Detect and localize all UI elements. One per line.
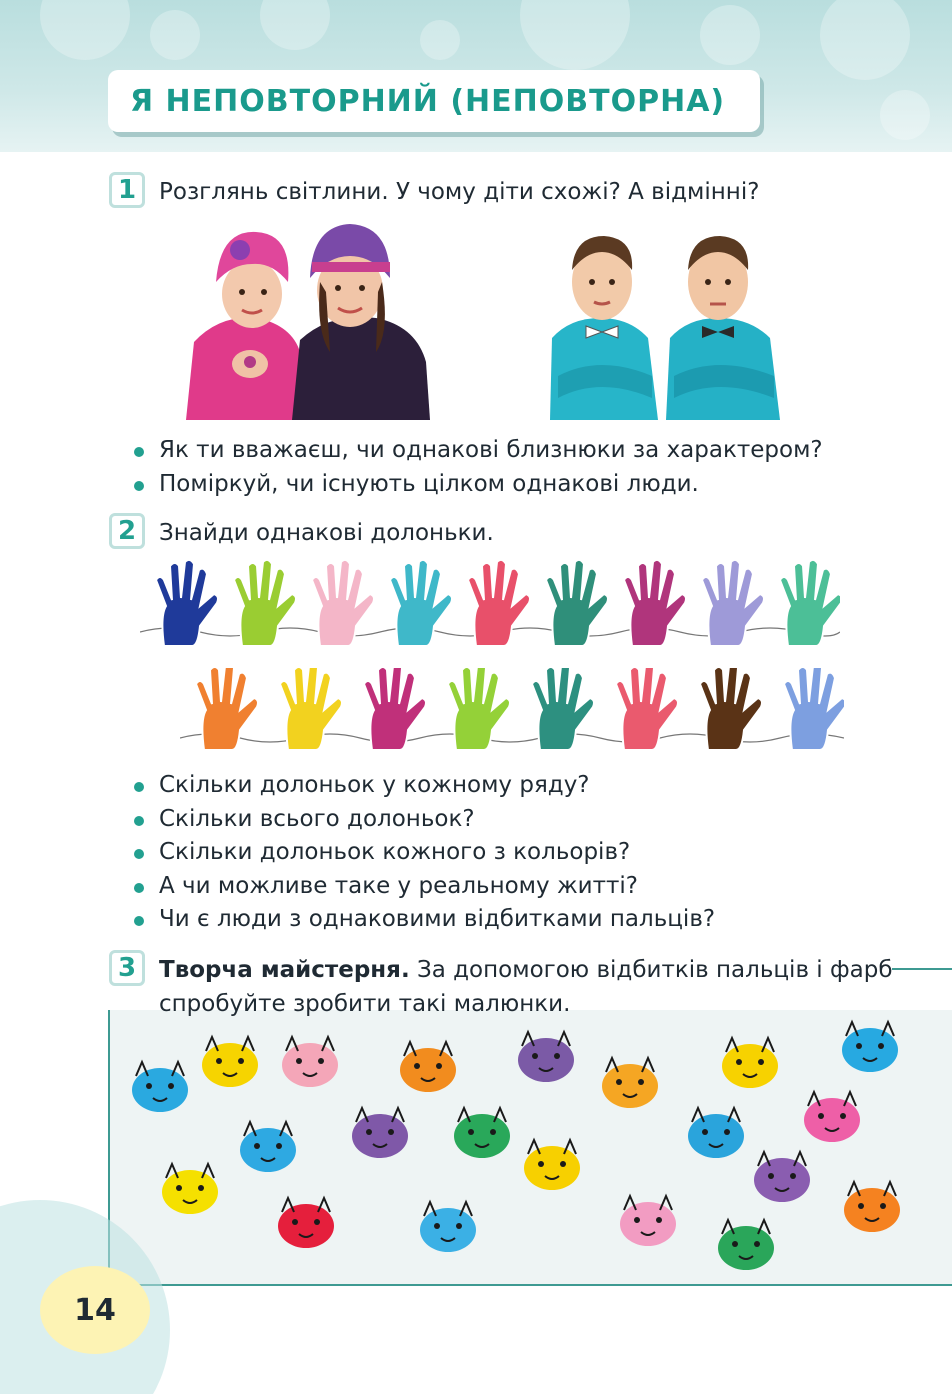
animal-drawing: [132, 1062, 188, 1112]
task-3-line2: спробуйте зробити такі малюнки.: [159, 991, 571, 1017]
task-2-text: Знайди однакові долоньки.: [159, 520, 494, 546]
handprint: [364, 668, 426, 750]
page-number: 14: [74, 1292, 116, 1328]
animal-drawing: [518, 1032, 574, 1082]
list-item: Як ти вважаєш, чи однакові близнюки за характером?: [132, 434, 823, 468]
handprint: [280, 668, 342, 750]
animal-drawing: [282, 1037, 338, 1087]
list-item: Скільки долоньок у кожному ряду?: [132, 769, 715, 803]
handprint: [784, 668, 844, 750]
animal-drawing: [420, 1202, 476, 1252]
list-item: Чи є люди з однаковими відбитками пальців?: [132, 903, 715, 937]
handprint: [624, 560, 686, 646]
animal-drawing: [278, 1198, 334, 1248]
animal-drawing: [620, 1196, 676, 1246]
title-box: [108, 70, 760, 132]
animal-drawing: [524, 1140, 580, 1190]
art-frame: [108, 1010, 952, 1286]
handprint: [312, 560, 374, 646]
animal-drawing: [202, 1037, 258, 1087]
task-1-text: Розглянь світлини. У чому діти схожі? А відмінні?: [159, 179, 760, 205]
handprint: [616, 668, 678, 750]
handprint: [448, 668, 510, 750]
handprint: [780, 560, 840, 646]
task-1-number: 1: [109, 172, 145, 208]
list-item: Поміркуй, чи існують цілком однакові люди.: [132, 468, 823, 502]
task-3-line1: За допомогою відбитків пальців і фарб: [409, 957, 893, 983]
hands-row-1: [140, 560, 840, 660]
list-item: Скільки всього долоньок?: [132, 803, 715, 837]
handprint: [234, 560, 296, 646]
animal-drawing: [352, 1108, 408, 1158]
hands-row-2: [180, 668, 844, 764]
task-3-number: 3: [109, 950, 145, 986]
task-2-questions: [132, 769, 715, 937]
animal-drawing: [454, 1108, 510, 1158]
task-3-bold: Творча майстерня.: [159, 957, 410, 983]
handprint: [702, 560, 764, 646]
animal-drawing: [162, 1164, 218, 1214]
handprint: [532, 668, 594, 750]
page-number-badge: [40, 1266, 150, 1354]
animal-drawing: [804, 1092, 860, 1142]
animal-drawing: [240, 1122, 296, 1172]
list-item: Скільки долоньок кожного з кольорів?: [132, 836, 715, 870]
list-item: А чи можливе таке у реальному житті?: [132, 870, 715, 904]
handprint: [196, 668, 258, 750]
task-2-number: 2: [109, 513, 145, 549]
animal-drawing: [602, 1058, 658, 1108]
animal-drawing: [844, 1182, 900, 1232]
animal-drawing: [722, 1038, 778, 1088]
page-title: Я НЕПОВТОРНИЙ (НЕПОВТОРНА): [130, 83, 726, 119]
animal-drawing: [754, 1152, 810, 1202]
handprint: [546, 560, 608, 646]
handprint: [468, 560, 530, 646]
animal-drawing: [842, 1022, 898, 1072]
task-3-text: [159, 953, 893, 1021]
task-1-questions: [132, 434, 823, 501]
divider: [892, 968, 952, 970]
animal-drawing: [400, 1042, 456, 1092]
fingerprint-animals: [110, 1010, 950, 1282]
handprint: [156, 560, 218, 646]
photo-boys: [548, 226, 786, 420]
handprint: [700, 668, 762, 750]
animal-drawing: [718, 1220, 774, 1270]
photo-girls: [180, 222, 432, 420]
animal-drawing: [688, 1108, 744, 1158]
